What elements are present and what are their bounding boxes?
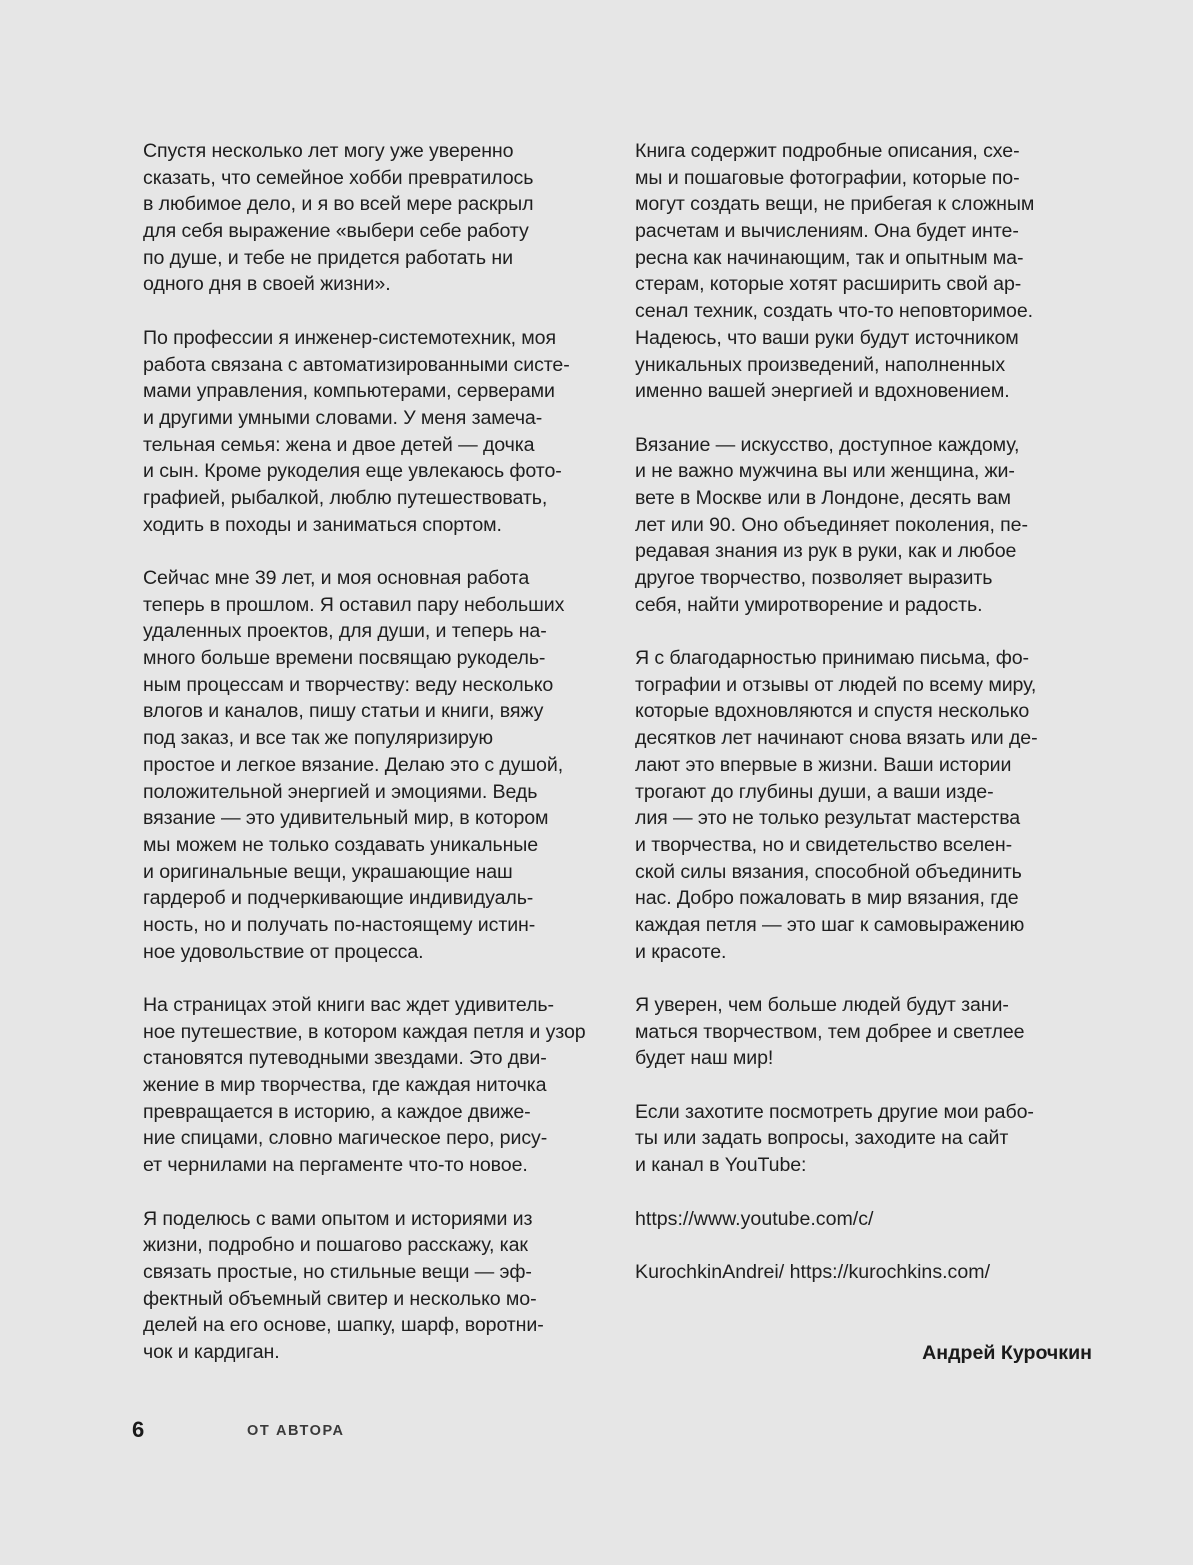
text-line: каждая петля — это шаг к самовыражению bbox=[635, 913, 1025, 936]
text-line: мы и пошаговые фотографии, которые по- bbox=[635, 166, 1020, 189]
text-line: мы можем не только создавать уникальные bbox=[143, 833, 539, 856]
paragraph-intro bbox=[143, 138, 603, 298]
text-line: и оригинальные вещи, украшающие наш bbox=[143, 860, 513, 883]
paragraph-belief bbox=[635, 992, 1095, 1072]
text-line: сказать, что семейное хобби превратилось bbox=[143, 166, 534, 189]
text-line: расчетам и вычислениям. Она будет инте- bbox=[635, 220, 1019, 243]
text-line: вете в Москве или в Лондоне, десять вам bbox=[635, 486, 1011, 509]
text-line: и красоте. bbox=[635, 940, 727, 963]
text-line: по душе, и тебе не придется работать ни bbox=[143, 246, 513, 269]
text-line: ской силы вязания, способной объединить bbox=[635, 860, 1022, 883]
paragraph-contents bbox=[143, 1206, 603, 1366]
text-line: По профессии я инженер-системотехник, моя bbox=[143, 326, 556, 349]
text-line: связать простые, но стильные вещи — эф- bbox=[143, 1260, 532, 1283]
text-line: лет или 90. Оно объединяет поколения, пе- bbox=[635, 513, 1028, 536]
paragraph-link-youtube bbox=[635, 1206, 1095, 1233]
text-line: и не важно мужчина вы или женщина, жи- bbox=[635, 460, 1015, 483]
text-line: Спустя несколько лет могу уже уверенно bbox=[143, 140, 514, 162]
signature-block bbox=[635, 1340, 1092, 1367]
text-line: Я уверен, чем больше людей будут зани- bbox=[635, 994, 1009, 1016]
text-line: ет чернилами на пергаменте что-то новое. bbox=[143, 1154, 528, 1177]
text-line: вязание — это удивительный мир, в котором bbox=[143, 807, 549, 830]
text-line: ность, но и получать по-настоящему истин- bbox=[143, 913, 536, 936]
text-line: которые вдохновляются и спустя несколько bbox=[635, 700, 1030, 723]
text-line: положительной энергией и эмоциями. Ведь bbox=[143, 780, 538, 803]
text-line: редавая знания из рук в руки, как и любое bbox=[635, 540, 1017, 563]
text-line: и сын. Кроме рукоделия еще увлекаюсь фото- bbox=[143, 460, 562, 483]
text-line: уникальных произведений, наполненных bbox=[635, 353, 1006, 376]
text-line: превращается в историю, а каждое движе- bbox=[143, 1100, 531, 1123]
left-column bbox=[143, 138, 603, 1392]
text-line: гардероб и подчеркивающие индивидуаль- bbox=[143, 887, 534, 910]
text-line: работа связана с автоматизированными систе- bbox=[143, 353, 570, 376]
text-line: себя, найти умиротворение и радость. bbox=[635, 593, 983, 616]
paragraph-gratitude bbox=[635, 645, 1095, 965]
text-line: лают это впервые в жизни. Ваши истории bbox=[635, 753, 1012, 776]
text-line: Вязание — искусство, доступное каждому, bbox=[635, 433, 1020, 456]
text-line: Книга содержит подробные описания, схе- bbox=[635, 140, 1020, 162]
text-line: удаленных проектов, для души, и теперь на- bbox=[143, 620, 547, 643]
text-line: нас. Добро пожаловать в мир вязания, где bbox=[635, 887, 1019, 910]
text-line: тографии и отзывы от людей по всему миру, bbox=[635, 673, 1037, 696]
text-line: Я поделюсь с вами опытом и историями из bbox=[143, 1207, 533, 1230]
text-line: чок и кардиган. bbox=[143, 1340, 280, 1363]
text-line: именно вашей энергией и вдохновением. bbox=[635, 380, 1010, 403]
text-line: тельная семья: жена и двое детей — дочка bbox=[143, 433, 535, 456]
text-line: трогают до глубины души, а ваши изде- bbox=[635, 780, 994, 803]
text-line: становятся путеводными звездами. Это дви- bbox=[143, 1047, 547, 1070]
text-line: ное удовольствие от процесса. bbox=[143, 940, 424, 963]
paragraph-current-work bbox=[143, 565, 603, 965]
text-line: в любимое дело, и я во всей мере раскрыл bbox=[143, 193, 534, 216]
text-line: и творчества, но и свидетельство вселен- bbox=[635, 833, 1012, 856]
paragraph-link-site bbox=[635, 1259, 1095, 1286]
text-line: Надеюсь, что ваши руки будут источником bbox=[635, 326, 1019, 349]
text-line: На страницах этой книги вас ждет удивитель- bbox=[143, 994, 554, 1016]
text-line: могут создать вещи, не прибегая к сложным bbox=[635, 193, 1035, 216]
text-line: много больше времени посвящаю рукодель- bbox=[143, 647, 546, 670]
running-footer-section-title: ОТ АВТОРА bbox=[247, 1423, 345, 1439]
text-line: сенал техник, создать что-то неповторимое. bbox=[635, 300, 1033, 323]
text-line: для себя выражение «выбери себе работу bbox=[143, 220, 529, 243]
text-line: фектный объемный свитер и несколько мо- bbox=[143, 1287, 537, 1310]
text-line: ние спицами, словно магическое перо, рису- bbox=[143, 1127, 548, 1150]
text-line: Если захотите посмотреть другие мои рабо- bbox=[635, 1100, 1034, 1123]
paragraph-journey bbox=[143, 992, 603, 1179]
text-line: делей на его основе, шапку, шарф, воротни- bbox=[143, 1314, 544, 1337]
paragraph-contacts bbox=[635, 1099, 1095, 1179]
paragraph-book-description bbox=[635, 138, 1095, 405]
right-column bbox=[635, 138, 1095, 1312]
text-line: простое и легкое вязание. Делаю это с душой, bbox=[143, 753, 564, 776]
text-line: ты или задать вопросы, заходите на сайт bbox=[635, 1127, 1009, 1150]
text-line: ходить в походы и заниматься спортом. bbox=[143, 513, 502, 536]
text-line: и другими умными словами. У меня замеча- bbox=[143, 406, 543, 429]
page-number: 6 bbox=[132, 1417, 145, 1442]
text-line: мами управления, компьютерами, серверами bbox=[143, 380, 555, 403]
text-line: влогов и каналов, пишу статьи и книги, вяжу bbox=[143, 700, 544, 723]
text-line: десятков лет начинают снова вязать или де- bbox=[635, 727, 1038, 750]
text-line: маться творчеством, тем добрее и светлее bbox=[635, 1020, 1025, 1043]
text-line: будет наш мир! bbox=[635, 1047, 774, 1070]
text-line: Сейчас мне 39 лет, и моя основная работа bbox=[143, 567, 530, 589]
text-line: жизни, подробно и пошагово расскажу, как bbox=[143, 1234, 528, 1257]
text-line: лия — это не только результат мастерства bbox=[635, 807, 1021, 830]
paragraph-profession bbox=[143, 325, 603, 539]
text-line: ное путешествие, в котором каждая петля и узор bbox=[143, 1020, 586, 1043]
text-line: теперь в прошлом. Я оставил пару небольших bbox=[143, 593, 565, 616]
text-line: ным процессам и творчеству: веду несколько bbox=[143, 673, 554, 696]
text-line: стерам, которые хотят расширить свой ар- bbox=[635, 273, 1022, 296]
youtube-channel-link[interactable]: https://www.youtube.com/c/ bbox=[635, 1207, 874, 1230]
text-line: одного дня в своей жизни». bbox=[143, 273, 391, 296]
website-link[interactable]: KurochkinAndrei/ https://kurochkins.com/ bbox=[635, 1260, 991, 1283]
text-line: ресна как начинающим, так и опытным ма- bbox=[635, 246, 1024, 269]
text-line: под заказ, и все так же популяризирую bbox=[143, 727, 493, 750]
author-signature: Андрей Курочкин bbox=[922, 1342, 1092, 1364]
paragraph-knitting-for-all bbox=[635, 432, 1095, 619]
text-line: графией, рыбалкой, люблю путешествовать, bbox=[143, 486, 548, 509]
text-line: Я с благодарностью принимаю письма, фо- bbox=[635, 647, 1029, 670]
text-line: другое творчество, позволяет выразить bbox=[635, 567, 993, 589]
text-line: и канал в YouTube: bbox=[635, 1154, 807, 1177]
text-line: жение в мир творчества, где каждая ниточка bbox=[143, 1074, 547, 1097]
